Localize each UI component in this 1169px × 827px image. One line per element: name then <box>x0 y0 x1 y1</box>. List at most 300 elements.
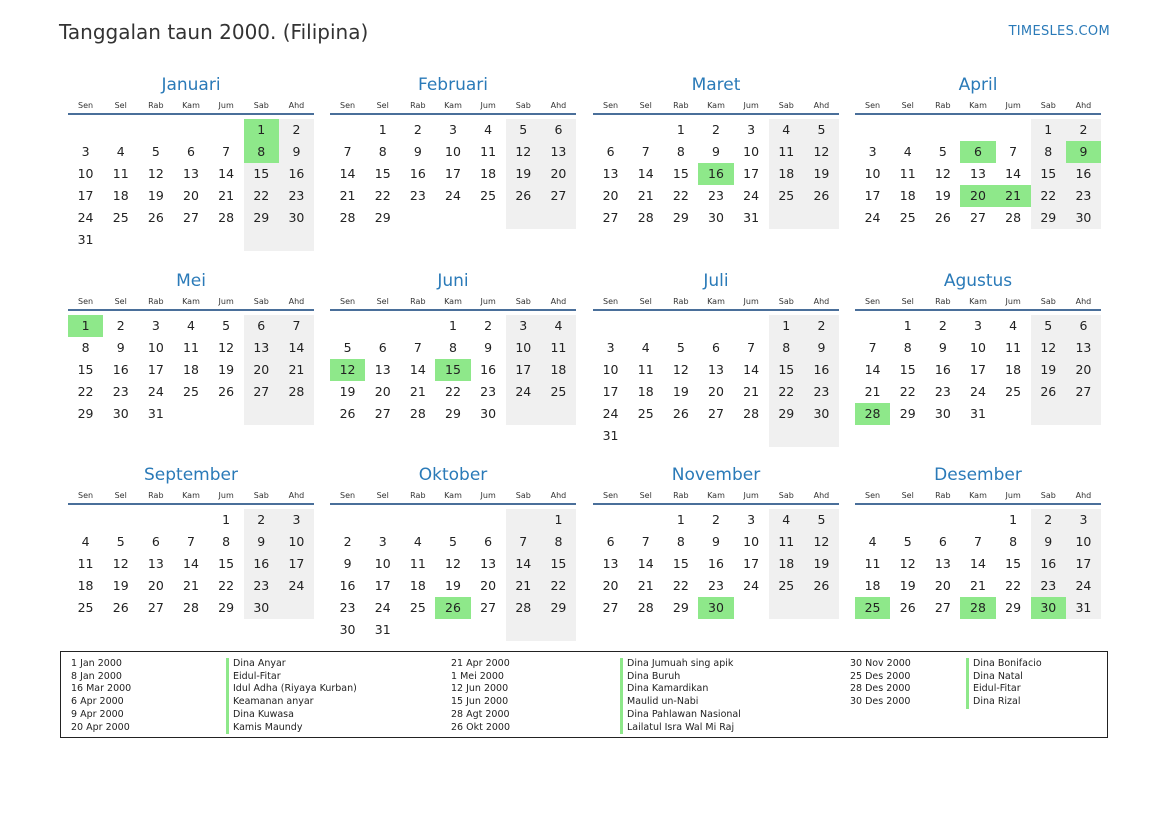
weekday-header: Rab <box>400 98 435 114</box>
holiday-day-cell: 25 <box>855 597 890 619</box>
legend-holiday-name: Eidul-Fitar <box>973 683 1021 695</box>
day-cell: 20 <box>244 359 279 381</box>
day-cell: 20 <box>480 578 497 593</box>
empty-cell <box>209 403 244 425</box>
weekday-header: Sab <box>506 488 541 504</box>
day-cell: 11 <box>112 166 129 181</box>
day-cell: 1 <box>1009 512 1018 527</box>
day-cell: 23 <box>708 578 724 593</box>
day-cell: 26 <box>1031 381 1066 403</box>
week-row <box>68 575 314 597</box>
day-cell: 5 <box>151 144 160 159</box>
day-cell: 24 <box>864 210 881 225</box>
day-cell: 12 <box>445 556 461 571</box>
month-name: Februari <box>418 75 488 95</box>
day-cell: 11 <box>409 556 426 571</box>
week-row <box>68 229 314 251</box>
weekday-header: Sen <box>330 98 365 114</box>
day-cell: 11 <box>480 144 497 159</box>
empty-cell <box>1031 403 1066 425</box>
day-cell: 15 <box>244 163 279 185</box>
empty-cell <box>400 619 435 641</box>
holiday-day-cell: 6 <box>960 141 995 163</box>
weekday-header: Sab <box>506 98 541 114</box>
weekday-header: Sab <box>506 294 541 310</box>
month-name: September <box>144 465 238 485</box>
weekday-header: Sel <box>365 294 400 310</box>
week-row <box>330 141 576 163</box>
day-cell: 4 <box>641 340 650 355</box>
day-cell: 26 <box>506 185 541 207</box>
day-cell: 28 <box>218 210 235 225</box>
day-cell: 15 <box>1005 556 1022 571</box>
day-cell: 16 <box>409 166 426 181</box>
empty-cell <box>244 229 279 251</box>
weekday-header: Kam <box>435 98 470 114</box>
legend-holiday-name: Dina Pahlawan Nasional <box>627 708 741 720</box>
day-cell: 9 <box>804 337 839 359</box>
weekday-header: Sen <box>330 294 365 310</box>
weekday-header: Ahd <box>804 98 839 114</box>
weekday-header: Sen <box>855 98 890 114</box>
day-cell: 30 <box>480 406 497 421</box>
month-juni <box>330 270 576 425</box>
empty-cell <box>663 425 698 447</box>
day-cell: 10 <box>602 362 619 377</box>
legend-date: 28 Agt 2000 <box>451 708 510 720</box>
day-cell: 19 <box>112 578 129 593</box>
day-cell: 27 <box>541 185 576 207</box>
empty-cell <box>593 315 628 337</box>
day-cell: 29 <box>672 600 689 615</box>
day-cell: 29 <box>899 406 916 421</box>
day-cell: 20 <box>708 384 724 399</box>
day-cell: 2 <box>1066 119 1101 141</box>
empty-cell <box>173 403 208 425</box>
empty-cell <box>593 119 628 141</box>
day-cell: 7 <box>641 144 650 159</box>
day-cell: 12 <box>112 556 129 571</box>
day-cell: 23 <box>804 381 839 403</box>
day-cell: 16 <box>934 362 951 377</box>
day-cell: 12 <box>1031 337 1066 359</box>
day-cell: 16 <box>112 362 129 377</box>
empty-cell <box>925 509 960 531</box>
day-cell: 26 <box>934 210 951 225</box>
empty-cell <box>628 119 663 141</box>
week-row <box>855 553 1101 575</box>
week-row <box>855 337 1101 359</box>
day-cell: 27 <box>183 210 199 225</box>
empty-cell <box>506 619 541 641</box>
day-cell: 20 <box>374 384 391 399</box>
day-cell: 30 <box>244 597 279 619</box>
holiday-day-cell: 20 <box>960 185 995 207</box>
month-table <box>593 294 839 447</box>
day-cell: 13 <box>147 556 164 571</box>
month-name: Oktober <box>418 465 488 485</box>
day-cell: 30 <box>339 622 356 637</box>
day-cell: 26 <box>804 575 839 597</box>
day-cell: 15 <box>541 553 576 575</box>
day-cell: 10 <box>445 144 461 159</box>
legend-date: 26 Okt 2000 <box>451 721 511 733</box>
empty-cell <box>244 403 279 425</box>
day-cell: 9 <box>1031 531 1066 553</box>
weekday-header: Kam <box>435 294 470 310</box>
day-cell: 10 <box>147 340 164 355</box>
day-cell: 11 <box>899 166 916 181</box>
empty-cell <box>541 207 576 229</box>
legend-date: 16 Mar 2000 <box>71 683 132 695</box>
day-cell: 3 <box>151 318 160 333</box>
day-cell: 17 <box>506 359 541 381</box>
day-cell: 11 <box>77 556 94 571</box>
week-row <box>68 141 314 163</box>
day-cell: 27 <box>602 210 619 225</box>
day-cell: 23 <box>934 384 951 399</box>
day-cell: 5 <box>1031 315 1066 337</box>
day-cell: 5 <box>903 534 912 549</box>
day-cell: 7 <box>974 534 982 549</box>
day-cell: 18 <box>1005 362 1022 377</box>
week-row <box>593 315 839 337</box>
week-row <box>855 597 1101 619</box>
month-name: Mei <box>176 271 206 291</box>
month-name: Desember <box>934 465 1022 485</box>
day-cell: 19 <box>934 188 951 203</box>
weekday-header: Ahd <box>1066 488 1101 504</box>
month-name: Juni <box>437 271 469 291</box>
day-cell: 30 <box>934 406 951 421</box>
day-cell: 25 <box>637 406 654 421</box>
page-title: Tanggalan taun 2000. (Filipina) <box>59 20 369 44</box>
day-cell: 22 <box>1031 185 1066 207</box>
weekday-header: Ahd <box>804 294 839 310</box>
week-row <box>593 575 839 597</box>
empty-cell <box>804 207 839 229</box>
weekday-header: Kam <box>173 294 208 310</box>
week-row <box>593 141 839 163</box>
week-row <box>855 575 1101 597</box>
empty-cell <box>769 597 804 619</box>
empty-cell <box>365 315 400 337</box>
weekday-header: Sel <box>365 98 400 114</box>
week-row <box>593 163 839 185</box>
day-cell: 18 <box>480 166 497 181</box>
week-row <box>593 425 839 447</box>
day-cell: 8 <box>676 534 685 549</box>
day-cell: 10 <box>1066 531 1101 553</box>
day-cell: 4 <box>413 534 422 549</box>
week-row <box>593 119 839 141</box>
day-cell: 16 <box>1031 553 1066 575</box>
week-row <box>68 597 314 619</box>
day-cell: 4 <box>903 144 912 159</box>
holiday-day-cell: 16 <box>698 163 733 185</box>
day-cell: 7 <box>187 534 195 549</box>
day-cell: 26 <box>218 384 235 399</box>
day-cell: 22 <box>672 578 689 593</box>
day-cell: 15 <box>218 556 235 571</box>
day-cell: 8 <box>903 340 912 355</box>
month-name: Januari <box>161 75 221 95</box>
month-september <box>68 464 314 619</box>
month-oktober <box>330 464 576 641</box>
empty-cell <box>925 119 960 141</box>
legend-holiday-name: Eidul-Fitar <box>233 670 281 682</box>
day-cell: 28 <box>279 381 314 403</box>
weekday-header: Kam <box>960 294 995 310</box>
day-cell: 30 <box>279 207 314 229</box>
day-cell: 29 <box>1005 600 1022 615</box>
day-cell: 9 <box>712 534 720 549</box>
day-cell: 16 <box>279 163 314 185</box>
empty-cell <box>804 425 839 447</box>
weekday-header: Kam <box>960 488 995 504</box>
day-cell: 7 <box>747 340 756 355</box>
weekday-header: Sel <box>103 98 138 114</box>
day-cell: 3 <box>606 340 615 355</box>
empty-cell <box>68 509 103 531</box>
day-cell: 17 <box>743 556 760 571</box>
day-cell: 22 <box>244 185 279 207</box>
week-row <box>68 185 314 207</box>
day-cell: 28 <box>637 600 654 615</box>
weekday-header: Rab <box>925 98 960 114</box>
day-cell: 19 <box>1031 359 1066 381</box>
day-cell: 26 <box>339 406 356 421</box>
empty-cell <box>103 119 138 141</box>
weekday-header: Sel <box>890 294 925 310</box>
weekday-header: Sab <box>769 294 804 310</box>
day-cell: 1 <box>222 512 231 527</box>
day-cell: 13 <box>480 556 497 571</box>
day-cell: 22 <box>374 188 391 203</box>
day-cell: 6 <box>1066 315 1101 337</box>
day-cell: 29 <box>1031 207 1066 229</box>
month-name: April <box>958 75 998 95</box>
month-juli <box>593 270 839 447</box>
day-cell: 25 <box>769 575 804 597</box>
day-cell: 2 <box>1031 509 1066 531</box>
week-row <box>855 185 1101 207</box>
weekday-header: Kam <box>698 488 733 504</box>
weekday-header: Ahd <box>804 488 839 504</box>
holiday-day-cell: 1 <box>244 119 279 141</box>
day-cell: 14 <box>743 362 760 377</box>
month-november <box>593 464 839 619</box>
empty-cell <box>330 315 365 337</box>
day-cell: 4 <box>81 534 90 549</box>
day-cell: 16 <box>708 556 724 571</box>
day-cell: 27 <box>602 600 619 615</box>
holiday-day-cell: 28 <box>855 403 890 425</box>
weekday-header: Sab <box>244 294 279 310</box>
month-table <box>68 488 314 619</box>
day-cell: 4 <box>769 509 804 531</box>
day-cell: 12 <box>804 141 839 163</box>
weekday-header: Jum <box>734 98 769 114</box>
day-cell: 12 <box>147 166 164 181</box>
weekday-header: Jum <box>471 294 506 310</box>
day-cell: 6 <box>606 534 615 549</box>
empty-cell <box>769 207 804 229</box>
day-cell: 25 <box>77 600 94 615</box>
empty-cell <box>506 509 541 531</box>
weekday-header: Sab <box>769 488 804 504</box>
empty-cell <box>593 509 628 531</box>
day-cell: 7 <box>1009 144 1018 159</box>
holiday-legend <box>60 651 1108 738</box>
day-cell: 27 <box>708 406 724 421</box>
day-cell: 27 <box>147 600 164 615</box>
day-cell: 5 <box>804 119 839 141</box>
weekday-header: Jum <box>471 488 506 504</box>
day-cell: 24 <box>506 381 541 403</box>
day-cell: 24 <box>445 188 461 203</box>
day-cell: 19 <box>506 163 541 185</box>
day-cell: 31 <box>77 232 94 247</box>
day-cell: 27 <box>970 210 986 225</box>
week-row <box>593 381 839 403</box>
day-cell: 2 <box>712 512 720 527</box>
day-cell: 31 <box>374 622 391 637</box>
day-cell: 21 <box>183 578 199 593</box>
month-table <box>593 98 839 229</box>
day-cell: 2 <box>413 122 422 137</box>
weekday-header: Ahd <box>541 98 576 114</box>
week-row <box>68 315 314 337</box>
empty-cell <box>365 509 400 531</box>
weekday-header: Rab <box>925 488 960 504</box>
day-cell: 13 <box>708 362 724 377</box>
day-cell: 13 <box>541 141 576 163</box>
day-cell: 9 <box>413 144 422 159</box>
day-cell: 19 <box>804 163 839 185</box>
day-cell: 12 <box>506 141 541 163</box>
day-cell: 2 <box>116 318 125 333</box>
day-cell: 22 <box>541 575 576 597</box>
weekday-header: Sel <box>628 294 663 310</box>
day-cell: 8 <box>449 340 457 355</box>
day-cell: 16 <box>480 362 497 377</box>
day-cell: 1 <box>378 122 387 137</box>
day-cell: 31 <box>147 406 164 421</box>
weekday-header: Rab <box>138 488 173 504</box>
day-cell: 25 <box>480 188 497 203</box>
week-row <box>855 119 1101 141</box>
day-cell: 1 <box>1031 119 1066 141</box>
legend-date: 30 Nov 2000 <box>850 658 911 669</box>
day-cell: 12 <box>672 362 689 377</box>
week-row <box>330 575 576 597</box>
week-row <box>330 403 576 425</box>
day-cell: 18 <box>769 163 804 185</box>
day-cell: 31 <box>602 428 619 443</box>
week-row <box>68 553 314 575</box>
month-januari <box>68 74 314 251</box>
week-row <box>330 163 576 185</box>
weekday-header: Sab <box>1031 294 1066 310</box>
empty-cell <box>435 509 470 531</box>
week-row <box>68 119 314 141</box>
day-cell: 16 <box>339 578 356 593</box>
month-table <box>330 98 576 229</box>
day-cell: 14 <box>864 362 881 377</box>
empty-cell <box>279 229 314 251</box>
day-cell: 7 <box>506 531 541 553</box>
day-cell: 10 <box>970 340 986 355</box>
day-cell: 24 <box>374 600 391 615</box>
day-cell: 23 <box>409 188 426 203</box>
day-cell: 29 <box>672 210 689 225</box>
weekday-header: Jum <box>209 98 244 114</box>
empty-cell <box>435 207 470 229</box>
month-name: Maret <box>691 75 741 95</box>
day-cell: 20 <box>602 578 619 593</box>
day-cell: 2 <box>343 534 352 549</box>
day-cell: 1 <box>769 315 804 337</box>
day-cell: 29 <box>218 600 235 615</box>
day-cell: 19 <box>147 188 164 203</box>
legend-holiday-name: Dina Rizal <box>973 696 1021 708</box>
day-cell: 28 <box>1005 210 1022 225</box>
empty-cell <box>103 229 138 251</box>
day-cell: 9 <box>116 340 125 355</box>
day-cell: 29 <box>77 406 94 421</box>
weekday-header: Sel <box>890 488 925 504</box>
site-link[interactable]: TIMESLES.COM <box>1008 24 1110 39</box>
empty-cell <box>769 425 804 447</box>
legend-holiday-name: Maulid un-Nabi <box>627 696 699 708</box>
week-row <box>330 337 576 359</box>
day-cell: 19 <box>899 578 916 593</box>
holiday-day-cell: 12 <box>330 359 365 381</box>
weekday-header: Jum <box>996 488 1031 504</box>
week-row <box>330 119 576 141</box>
weekday-header: Sen <box>855 488 890 504</box>
day-cell: 29 <box>374 210 391 225</box>
month-table <box>855 488 1101 619</box>
week-row <box>330 359 576 381</box>
empty-cell <box>855 315 890 337</box>
empty-cell <box>628 315 663 337</box>
day-cell: 30 <box>804 403 839 425</box>
week-row <box>68 381 314 403</box>
empty-cell <box>698 315 733 337</box>
day-cell: 29 <box>769 403 804 425</box>
empty-cell <box>996 119 1031 141</box>
legend-date: 8 Jan 2000 <box>71 670 122 682</box>
day-cell: 24 <box>1066 575 1101 597</box>
empty-cell <box>1066 403 1101 425</box>
day-cell: 3 <box>506 315 541 337</box>
empty-cell <box>506 207 541 229</box>
legend-date: 28 Des 2000 <box>850 683 911 695</box>
weekday-header: Rab <box>663 488 698 504</box>
day-cell: 25 <box>541 381 576 403</box>
week-row <box>68 207 314 229</box>
weekday-header: Sel <box>103 488 138 504</box>
day-cell: 6 <box>151 534 160 549</box>
day-cell: 10 <box>279 531 314 553</box>
day-cell: 21 <box>637 188 654 203</box>
day-cell: 4 <box>187 318 195 333</box>
empty-cell <box>855 119 890 141</box>
day-cell: 25 <box>1005 384 1022 399</box>
day-cell: 7 <box>413 340 422 355</box>
